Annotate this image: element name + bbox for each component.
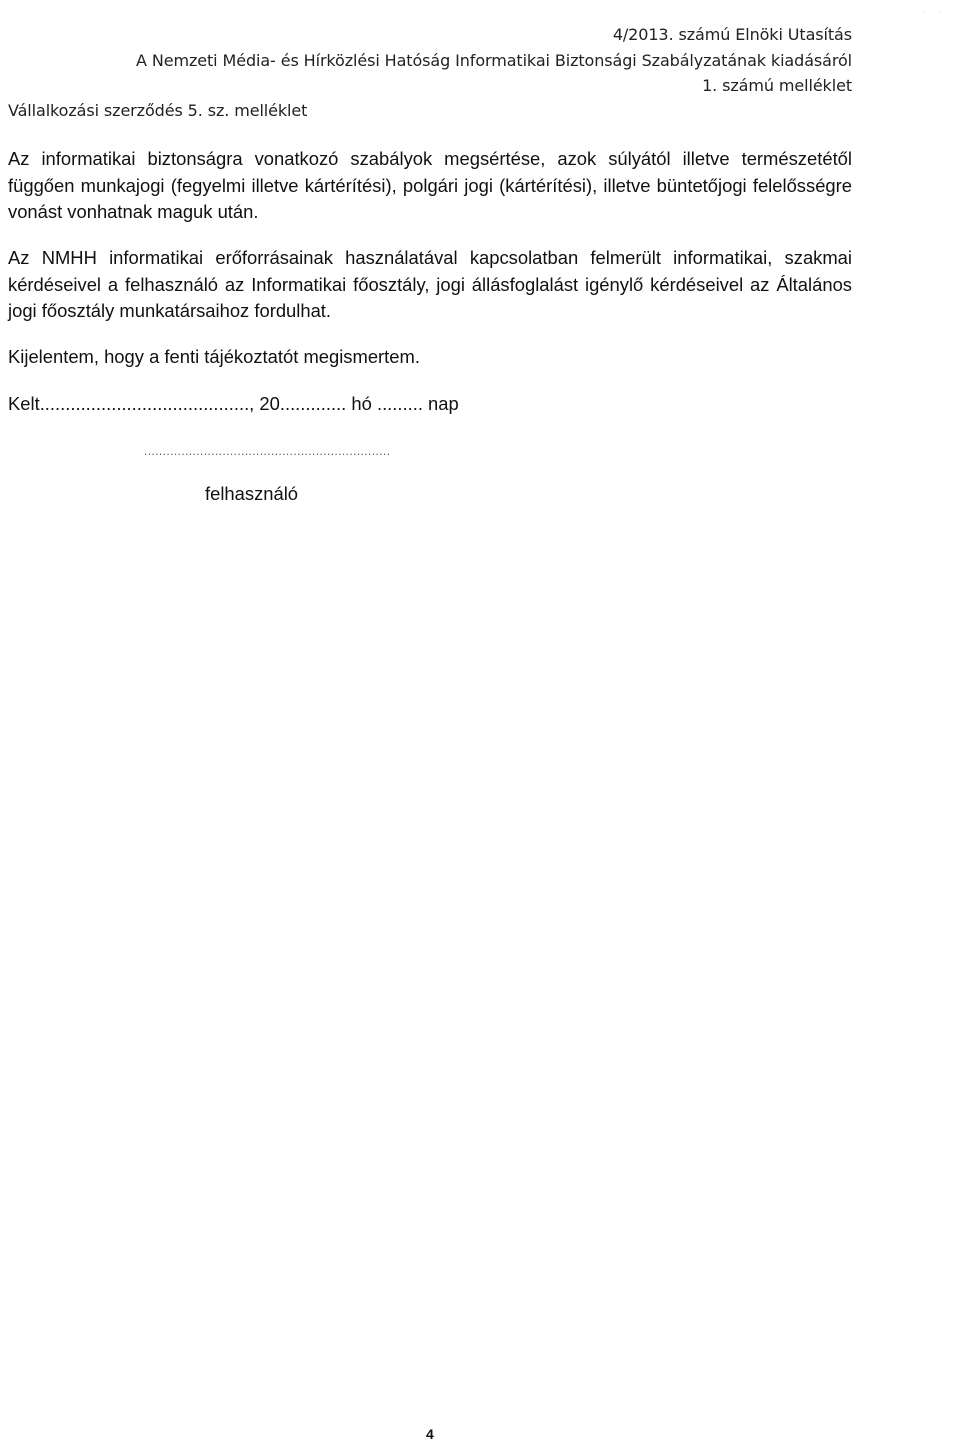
paragraph-liability: Az informatikai biztonságra vonatkozó szabályok megsértése, azok súlyától illetve természetétől függően munkajogi (fegyelmi illetve kártérítési), polgári jogi (kártérítési), illetve büntetőjogi felelősségre vonást vonhatnak maguk után. (8, 148, 852, 222)
header-regulation-title: A Nemzeti Média- és Hírközlési Hatóság Informatikai Biztonsági Szabályzatának kiadásáról (136, 51, 852, 70)
date-line: Kelt........................................., 20............. hó ......... nap (8, 393, 459, 414)
paragraph-contacts: Az NMHH informatikai erőforrásainak használatával kapcsolatban felmerült informatikai, szakmai kérdéseivel a felhasználó az Informatikai főosztály, jogi állásfoglalást igénylő kérdéseivel az Általános jogi főosztály munkatársaihoz fordulhat. (8, 247, 852, 321)
header-annex-number: 1. számú melléklet (702, 76, 852, 95)
header-instruction-number: 4/2013. számú Elnöki Utasítás (612, 25, 852, 44)
signature-line: .................................................................. (144, 444, 391, 458)
signature-label: felhasználó (205, 483, 299, 504)
scan-artifact-dots: · · (923, 8, 946, 17)
header-contract-annex: Vállalkozási szerződés 5. sz. melléklet (8, 101, 308, 120)
page-number: 4 (426, 1426, 434, 1442)
paragraph-declaration: Kijelentem, hogy a fenti tájékoztatót megismertem. (8, 346, 420, 367)
